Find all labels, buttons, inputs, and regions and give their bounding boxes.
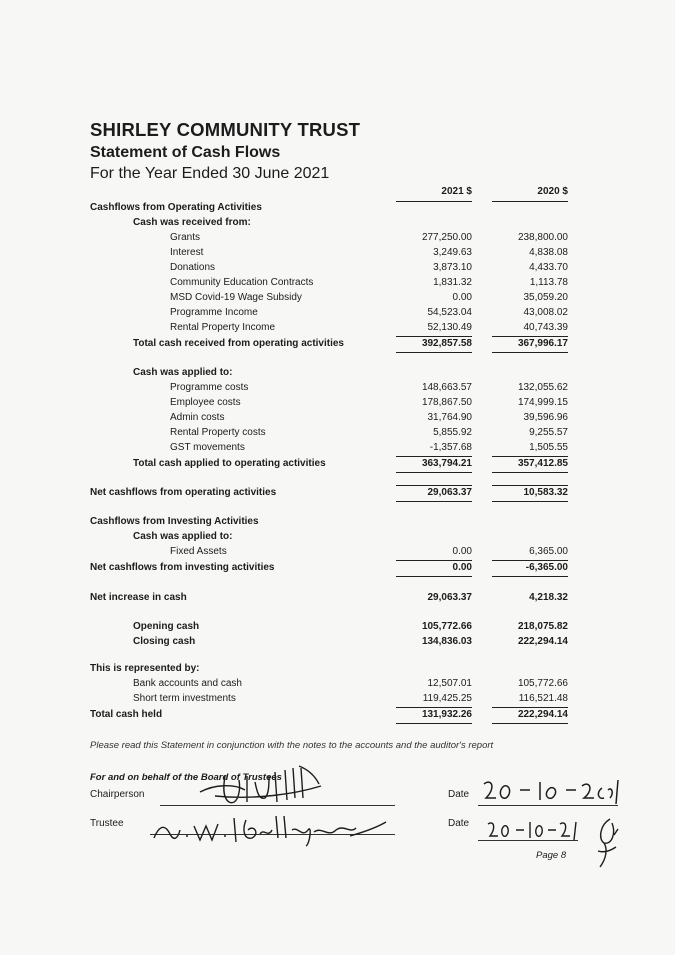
initials-mark xyxy=(590,815,624,871)
chairperson-signature xyxy=(195,762,325,808)
subheading-received: Cash was received from: xyxy=(133,217,251,228)
table-row: Grants 277,250.00 238,800.00 xyxy=(170,232,568,243)
section-heading-investing: Cashflows from Investing Activities xyxy=(90,516,259,527)
table-row: Programme costs 148,663.57 132,055.62 xyxy=(170,382,568,393)
section-heading-represented: This is represented by: xyxy=(90,663,200,674)
table-row: Rental Property Income 52,130.49 40,743.39 xyxy=(170,322,568,333)
column-header-2021: 2021 $ xyxy=(441,186,472,197)
table-row: GST movements -1,357.68 1,505.55 xyxy=(170,442,568,453)
handwritten-date-2 xyxy=(484,816,580,842)
organisation-name: SHIRLEY COMMUNITY TRUST xyxy=(90,119,361,140)
statement-period: For the Year Ended 30 June 2021 xyxy=(90,165,330,182)
date-label: Date xyxy=(448,818,470,829)
table-row: Rental Property costs 5,855.92 9,255.57 xyxy=(170,427,568,438)
notes-disclaimer: Please read this Statement in conjunction with the notes to the accounts and the auditor's report xyxy=(90,740,494,751)
chairperson-label: Chairperson xyxy=(90,789,145,800)
table-row: Admin costs 31,764.90 39,596.96 xyxy=(170,412,568,423)
opening-cash-row: Opening cash 105,772.66 218,075.82 xyxy=(133,621,568,632)
subheading-applied: Cash was applied to: xyxy=(133,531,233,542)
total-rule xyxy=(492,352,568,353)
table-row: Fixed Assets 0.00 6,365.00 xyxy=(170,546,568,557)
total-row: Total cash applied to operating activities 363,794.21 357,412.85 xyxy=(133,458,568,469)
total-rule xyxy=(396,501,472,502)
table-row: Short term investments 119,425.25 116,521.48 xyxy=(133,693,568,704)
table-row: Donations 3,873.10 4,433.70 xyxy=(170,262,568,273)
page-number: Page 8 xyxy=(536,850,567,861)
total-rule xyxy=(396,576,472,577)
table-row: Employee costs 178,867.50 174,999.15 xyxy=(170,397,568,408)
table-row: MSD Covid-19 Wage Subsidy 0.00 35,059.20 xyxy=(170,292,568,303)
net-investing-row: Net cashflows from investing activities 0.00 -6,365.00 xyxy=(90,562,568,573)
total-rule xyxy=(396,472,472,473)
board-behalf-text: For and on behalf of the Board of Trustees xyxy=(90,772,282,783)
subheading-applied: Cash was applied to: xyxy=(133,367,233,378)
table-row: Programme Income 54,523.04 43,008.02 xyxy=(170,307,568,318)
total-rule xyxy=(492,576,568,577)
total-rule xyxy=(492,501,568,502)
total-row: Total cash received from operating activities 392,857.58 367,996.17 xyxy=(133,338,568,349)
net-operating-row: Net cashflows from operating activities 29,063.37 10,583.32 xyxy=(90,487,568,498)
section-heading-operating: Cashflows from Operating Activities xyxy=(90,202,262,213)
net-increase-row: Net increase in cash 29,063.37 4,218.32 xyxy=(90,592,568,603)
statement-title: Statement of Cash Flows xyxy=(90,144,281,161)
total-rule xyxy=(492,472,568,473)
column-header-2020: 2020 $ xyxy=(537,186,568,197)
closing-cash-row: Closing cash 134,836.03 222,294.14 xyxy=(133,636,568,647)
table-row: Bank accounts and cash 12,507.01 105,772.66 xyxy=(133,678,568,689)
table-row: Interest 3,249.63 4,838.08 xyxy=(170,247,568,258)
trustee-signature xyxy=(150,808,390,848)
total-rule xyxy=(396,723,472,724)
total-cash-held-row: Total cash held 131,932.26 222,294.14 xyxy=(90,709,568,720)
date-label: Date xyxy=(448,789,470,800)
trustee-label: Trustee xyxy=(90,818,124,829)
table-row: Community Education Contracts 1,831.32 1,113.78 xyxy=(170,277,568,288)
total-rule xyxy=(396,352,472,353)
total-rule xyxy=(492,723,568,724)
handwritten-date-1 xyxy=(478,774,628,806)
